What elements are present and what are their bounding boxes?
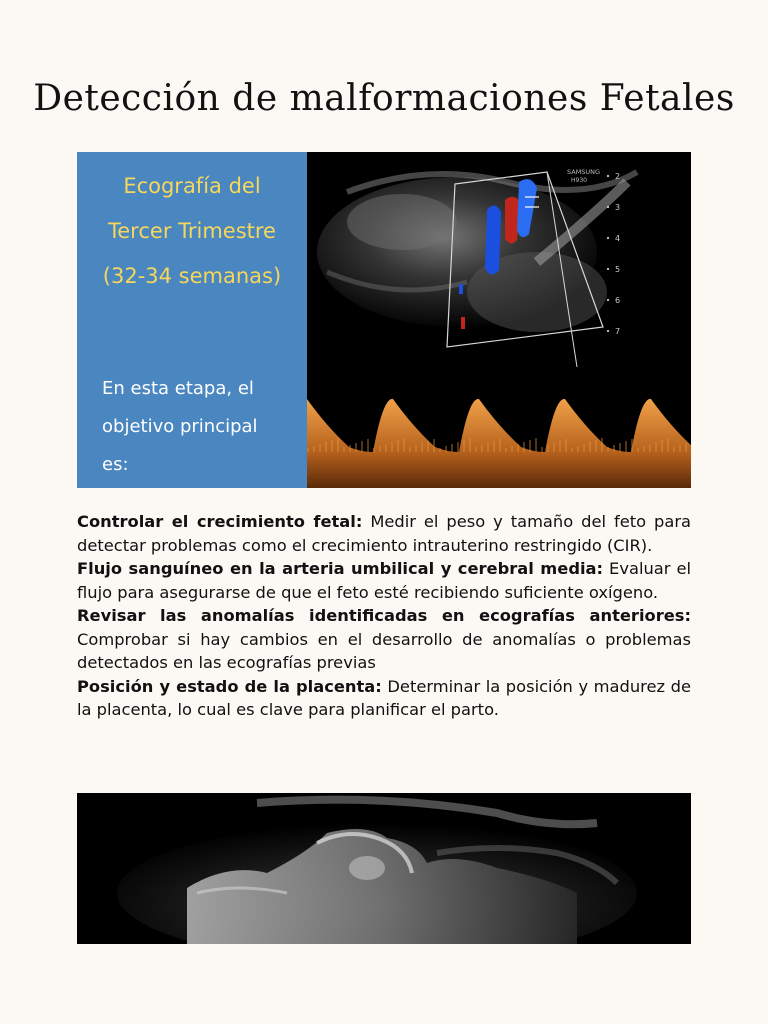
objective-item bbox=[77, 604, 691, 675]
panel-intro bbox=[102, 370, 302, 484]
objective-label: Revisar las anomalías identificadas en ecografías anteriores: bbox=[77, 606, 691, 625]
objective-item bbox=[77, 510, 691, 557]
ultrasound-brand: SAMSUNG bbox=[567, 168, 601, 176]
depth-tick-mark bbox=[607, 237, 609, 239]
depth-tick-label: 4 bbox=[615, 234, 621, 243]
depth-tick-label: 2 bbox=[615, 172, 621, 181]
hero-section bbox=[77, 152, 691, 488]
objective-label: Posición y estado de la placenta: bbox=[77, 676, 382, 696]
objectives-list bbox=[77, 510, 691, 722]
panel-intro-line: objetivo principal bbox=[102, 416, 258, 437]
objective-item bbox=[77, 675, 691, 722]
objective-text: Medir el peso y tamaño del feto para detectar problemas como el crecimiento intrauterino restringido (CIR). bbox=[77, 512, 691, 555]
depth-tick-mark bbox=[607, 299, 609, 301]
panel-heading-line: (32-34 semanas) bbox=[102, 264, 282, 288]
depth-tick-label: 7 bbox=[615, 327, 621, 336]
depth-tick-mark bbox=[607, 175, 609, 177]
depth-tick-mark bbox=[607, 206, 609, 208]
depth-tick-mark bbox=[607, 268, 609, 270]
page-title: Detección de malformaciones Fetales bbox=[33, 78, 735, 119]
panel-heading bbox=[77, 164, 307, 299]
fetal-profile-ultrasound-image bbox=[77, 793, 691, 944]
info-panel bbox=[77, 152, 307, 488]
objective-text: Evaluar el flujo para asegurarse de que el feto esté recibiendo suficiente oxígeno. bbox=[77, 559, 692, 602]
doppler-ultrasound-image bbox=[307, 152, 691, 488]
depth-tick-label: 6 bbox=[615, 296, 621, 305]
objective-item bbox=[77, 557, 691, 604]
depth-tick-mark bbox=[607, 330, 609, 332]
objective-text: Determinar la posición y madurez de la placenta, lo cual es clave para planificar el parto. bbox=[77, 676, 691, 719]
fetal-profile-graphic bbox=[77, 793, 691, 944]
panel-intro-line: En esta etapa, el bbox=[102, 378, 254, 399]
panel-intro-line: es: bbox=[102, 454, 129, 475]
objective-label: Flujo sanguíneo en la arteria umbilical y cerebral media: bbox=[77, 559, 604, 578]
depth-tick-label: 3 bbox=[615, 203, 621, 212]
panel-heading-line: Ecografía del bbox=[123, 174, 261, 198]
panel-heading-line: Tercer Trimestre bbox=[108, 219, 276, 243]
objective-label: Controlar el crecimiento fetal: bbox=[77, 512, 363, 531]
depth-tick-label: 5 bbox=[615, 265, 621, 274]
objective-text: Comprobar si hay cambios en el desarrollo de anomalías o problemas detectados en las ecografías previas bbox=[77, 629, 691, 672]
ultrasound-model: H930 bbox=[571, 177, 587, 184]
doppler-ultrasound-graphic bbox=[307, 152, 691, 488]
